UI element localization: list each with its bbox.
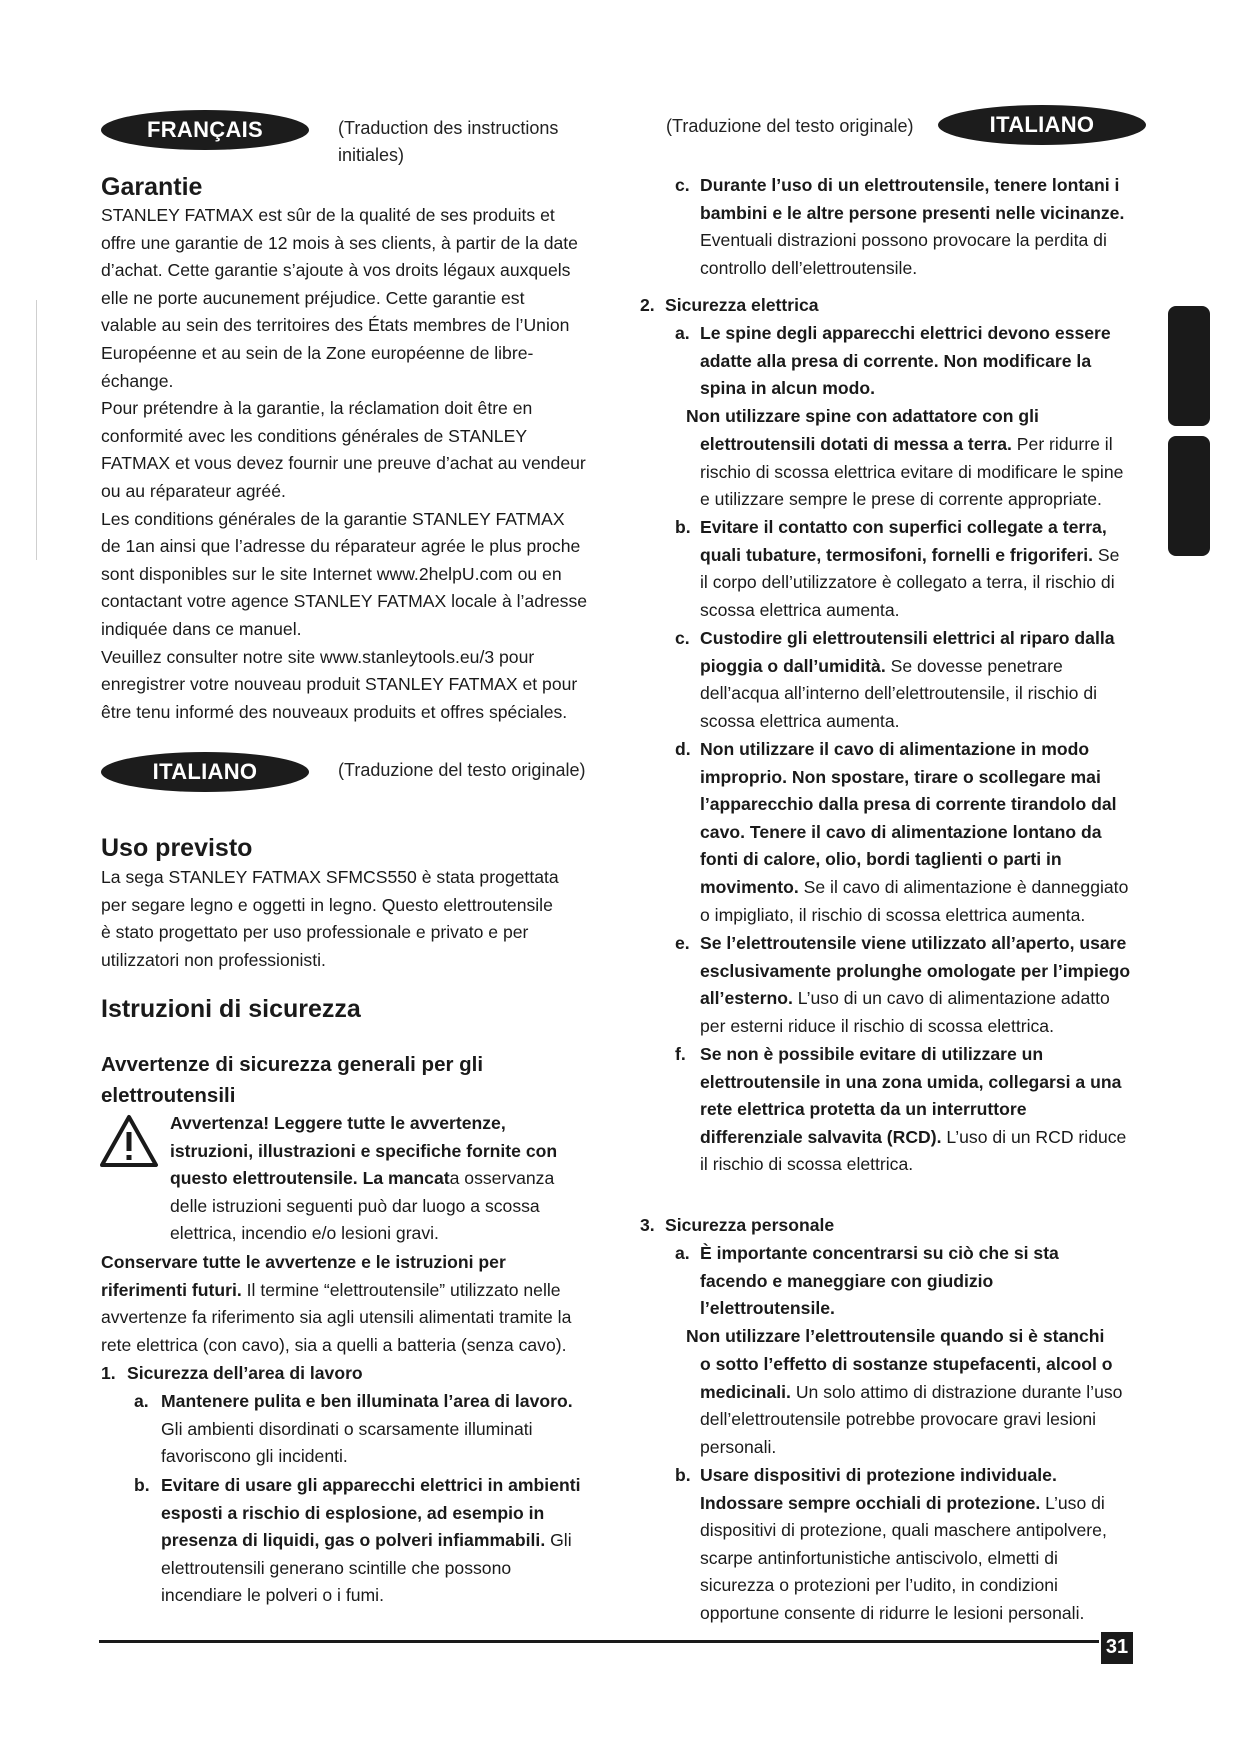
garantie-line: échange. [101,370,174,391]
item-line: Se non è possibile evitare di utilizzare un [700,1044,1044,1064]
italiano-subtitle-left: (Traduzione del testo originale) [338,760,586,780]
item-1a-letter: a. [134,1391,149,1411]
item-line [700,431,1150,459]
scan-edge-line [36,300,37,560]
item-line: Custodire gli elettroutensili elettrici al riparo dalla [700,628,1115,648]
garantie-line: sont disponibles sur le site Internet www.2helpU.com ou en [101,563,562,584]
item-normal: Se dovesse penetrare [885,655,1063,676]
page-number: 31 [1101,1632,1133,1664]
item-line [700,874,1150,902]
item-line: controllo dell’elettroutensile. [700,257,918,278]
item-line: scarpe antinfortunistiche antiscivolo, elmetti di [700,1547,1058,1568]
item-line: Durante l’uso di un elettroutensile, tenere lontani i [700,175,1120,195]
item-bold: differenziale salvavita (RCD). [700,1126,942,1147]
item-line: l’apparecchio dalla presa di corrente tirandolo dal [700,794,1117,815]
item-line: e utilizzare sempre le prese di corrente appropriate. [700,489,1102,510]
conservare-block [101,1249,641,1359]
item-2d-letter: d. [675,739,691,759]
item-bold: quali tubature, termosifoni, fornelli e frigoriferi. [700,544,1093,565]
item-line [700,1490,1150,1518]
item-normal: L’uso di un cavo di alimentazione adatto [792,988,1110,1009]
item-line: Mantenere pulita e ben illuminata l’area di lavoro. [161,1391,573,1411]
item-line: scossa elettrica aumenta. [700,599,900,620]
italiano-subtitle-right: (Traduzione del testo originale) [666,116,914,136]
item-line: l’elettroutensile. [700,1298,835,1319]
italiano-language-pill-left: ITALIANO [101,752,309,792]
item-line: elettroutensili generano scintille che possono [161,1557,512,1578]
item-line: Gli ambienti disordinati o scarsamente illuminati [161,1418,533,1439]
item-2b-text [700,514,1150,624]
warning-block [170,1110,640,1248]
item-bold: presenza di liquidi, gas o polveri infiammabili. [161,1530,546,1551]
item-line: rete elettrica protetta da un interruttore [700,1099,1027,1120]
francais-subtitle-line2: initiales) [338,145,405,165]
item-line [700,1379,1150,1407]
item-3b-letter: b. [675,1465,691,1485]
item-bold: movimento. [700,876,799,897]
section-1-number: 1. [101,1363,116,1383]
item-2a-text [700,320,1150,403]
item-line [700,985,1150,1013]
conservare-normal: Il termine “elettroutensile” utilizzato nelle [241,1279,561,1300]
side-thumb-tab [1168,306,1210,426]
garantie-line: Les conditions générales de la garantie STANLEY FATMAX [101,508,565,529]
garantie-line: offre une garantie de 12 mois à ses clients, à partir de la date [101,232,578,253]
garantie-line: Européenne et au sein de la Zone européenne de libre- [101,342,534,363]
item-2f-letter: f. [675,1044,686,1064]
uso-line: La sega STANLEY FATMAX SFMCS550 è stata progettata [101,867,559,887]
item-line: personali. [700,1436,777,1457]
item-line [700,653,1150,681]
item-line: il rischio di scossa elettrica. [700,1154,914,1175]
uso-previsto-heading: Uso previsto [101,834,253,862]
uso-line: è stato progettato per uso professionale e privato e per [101,922,529,943]
warning-line: istruzioni, illustrazioni e specifiche fornite con [170,1140,558,1161]
item-3a-line4: Non utilizzare l’elettroutensile quando si è stanchi [686,1326,1105,1346]
item-line [161,1527,641,1555]
section-2-number: 2. [640,295,655,315]
item-bold: medicinali. [700,1381,791,1402]
item-2f-text [700,1041,1150,1179]
italiano-language-pill-right: ITALIANO [938,105,1146,145]
item-2e-letter: e. [675,933,690,953]
uso-previsto-body [101,864,631,974]
item-line: cavo. Tenere il cavo di alimentazione lontano da [700,821,1102,842]
item-2c-text [700,625,1150,735]
item-line: sicurezza o protezioni per l’udito, in condizioni [700,1575,1058,1596]
item-3b-text [700,1462,1150,1628]
item-normal: L’uso di un RCD riduce [941,1126,1127,1147]
item-c1-letter: c. [675,175,690,195]
item-line: spina in alcun modo. [700,378,875,399]
item-2a-letter: a. [675,323,690,343]
item-bold: all’esterno. [700,988,793,1009]
item-line: o sotto l’effetto di sostanze stupefacenti, alcool o [700,1354,1113,1374]
item-line: Le spine degli apparecchi elettrici devono essere [700,323,1111,343]
item-1b-text [161,1472,641,1610]
conservare-bold: riferimenti futuri. [101,1279,242,1300]
garantie-body [101,202,631,726]
item-line: Se l’elettroutensile viene utilizzato all’aperto, usare [700,933,1127,953]
item-line: facendo e maneggiare con giudizio [700,1270,994,1291]
section-2-title: Sicurezza elettrica [665,295,819,315]
item-bold: pioggia o dall’umidità. [700,655,886,676]
item-3a-text-cont [700,1351,1150,1461]
item-line: rischio di scossa elettrica evitare di modificare le spine [700,461,1124,482]
warning-line: elettrica, incendio e/o lesioni gravi. [170,1223,439,1244]
item-line: fonti di calore, olio, bordi taglienti o parti in [700,849,1062,870]
item-c1-text [700,172,1150,282]
garantie-line: de 1an ainsi que l’adresse du réparateur agrée le plus proche [101,536,581,557]
item-2a-line4: Non utilizzare spine con adattatore con gli [686,406,1039,426]
francais-language-pill: FRANÇAIS [101,110,309,150]
item-line: dispositivi di protezione, quali maschere antipolvere, [700,1520,1107,1541]
item-line: il corpo dell’utilizzatore è collegato a terra, il rischio di [700,572,1115,593]
item-normal: Se [1092,544,1120,565]
garantie-line: ou au réparateur agréé. [101,480,286,501]
item-normal: Se il cavo di alimentazione è danneggiato [798,876,1129,897]
item-line: adatte alla presa di corrente. Non modificare la [700,350,1092,371]
item-normal: L’uso di [1040,1492,1105,1513]
warning-line [170,1165,640,1193]
garantie-line: FATMAX et vous devez fournir une preuve d’achat au vendeur [101,453,586,474]
item-normal: Gli [545,1530,572,1551]
uso-line: per segare legno e oggetti in legno. Questo elettroutensile [101,894,553,915]
item-line [700,542,1150,570]
item-line: dell’elettroutensile potrebbe provocare gravi lesioni [700,1409,1097,1430]
avvertenze-heading-line2: elettroutensili [101,1084,236,1107]
item-line: esclusivamente prolunghe omologate per l’impiego [700,960,1131,981]
item-1a-text [161,1388,641,1471]
section-3-number: 3. [640,1215,655,1235]
warning-line: delle istruzioni seguenti può dar luogo a scossa [170,1195,540,1216]
item-line: Non utilizzare il cavo di alimentazione in modo [700,739,1090,759]
section-3-title: Sicurezza personale [665,1215,835,1235]
item-line: dell’acqua all’interno dell’elettroutensile, il rischio di [700,683,1098,704]
item-line: per esterni riduce il rischio di scossa elettrica. [700,1015,1054,1036]
item-bold: Indossare sempre occhiali di protezione. [700,1492,1041,1513]
garantie-line: STANLEY FATMAX est sûr de la qualité de ses produits et [101,205,555,225]
item-line [700,1124,1150,1152]
item-2e-text [700,930,1150,1040]
uso-line: utilizzatori non professionisti. [101,949,326,970]
item-line: favoriscono gli incidenti. [161,1446,348,1467]
warning-line: Avvertenza! Leggere tutte le avvertenze, [170,1113,506,1133]
item-2c-letter: c. [675,628,690,648]
garantie-line: indiquée dans ce manuel. [101,618,302,639]
side-thumb-tab [1168,436,1210,556]
item-normal: Per ridurre il [1011,434,1113,454]
item-2a-text-cont [700,431,1150,514]
item-line: È importante concentrarsi su ciò che si sta [700,1243,1059,1263]
item-line: Evitare il contatto con superfici collegate a terra, [700,517,1107,537]
garantie-line: enregistrer votre nouveau produit STANLEY FATMAX et pour [101,674,578,695]
istruzioni-sicurezza-heading: Istruzioni di sicurezza [101,995,361,1023]
conservare-line: avvertenze fa riferimento sia agli utensili alimentati tramite la [101,1307,572,1328]
garantie-line: d’achat. Cette garantie s’ajoute à vos droits légaux auxquels [101,260,571,281]
garantie-line: Pour prétendre à la garantie, la réclamation doit être en [101,398,533,419]
item-line: Eventuali distrazioni possono provocare la perdita di [700,230,1107,251]
item-line: Usare dispositivi di protezione individuale. [700,1465,1057,1485]
conservare-line: Conservare tutte le avvertenze e le istruzioni per [101,1252,506,1272]
garantie-line: elle ne porte aucunement préjudice. Cette garantie est [101,287,525,308]
warning-triangle-icon [99,1114,159,1168]
footer-rule [99,1640,1099,1643]
item-normal: Un solo attimo di distrazione durante l’uso [790,1381,1123,1402]
conservare-line: rete elettrica (con cavo), sia a quelli a batteria (senza cavo). [101,1334,567,1355]
item-bold: elettroutensili dotati di messa a terra. [700,434,1012,454]
item-2b-letter: b. [675,517,691,537]
garantie-line: valable au sein des territoires des États membres de l’Union [101,315,570,336]
warning-normal: a osservanza [449,1168,555,1189]
section-1-title: Sicurezza dell’area di lavoro [127,1363,363,1383]
garantie-line: Veuillez consulter notre site www.stanleytools.eu/3 pour [101,646,535,667]
warning-bold: questo elettroutensile. La mancat [170,1168,450,1189]
francais-subtitle-line1: (Traduction des instructions [338,118,559,138]
item-3a-text [700,1240,1150,1323]
item-line: improprio. Non spostare, tirare o scollegare mai [700,766,1101,787]
garantie-line: contactant votre agence STANLEY FATMAX locale à l’adresse [101,591,588,612]
item-line: esposti a rischio di esplosione, ad esempio in [161,1502,545,1523]
garantie-heading: Garantie [101,173,203,201]
item-line: scossa elettrica aumenta. [700,710,900,731]
item-line: o impigliato, il rischio di scossa elettrica aumenta. [700,904,1086,925]
item-1b-letter: b. [134,1475,150,1495]
item-2d-text [700,736,1150,929]
avvertenze-heading-line1: Avvertenze di sicurezza generali per gli [101,1053,484,1076]
conservare-line [101,1277,641,1305]
item-line: opportune consente di ridurre le lesioni personali. [700,1602,1085,1623]
item-3a-letter: a. [675,1243,690,1263]
item-line: elettroutensile in una zona umida, collegarsi a una [700,1071,1122,1092]
item-line: bambini e le altre persone presenti nelle vicinanze. [700,202,1125,223]
item-line: Evitare di usare gli apparecchi elettrici in ambienti [161,1475,581,1495]
garantie-line: être tenu informé des nouveaux produits et offres spéciales. [101,701,568,722]
item-line: incendiare le polveri o i fumi. [161,1585,384,1606]
garantie-line: conformité avec les conditions générales de STANLEY [101,425,528,446]
